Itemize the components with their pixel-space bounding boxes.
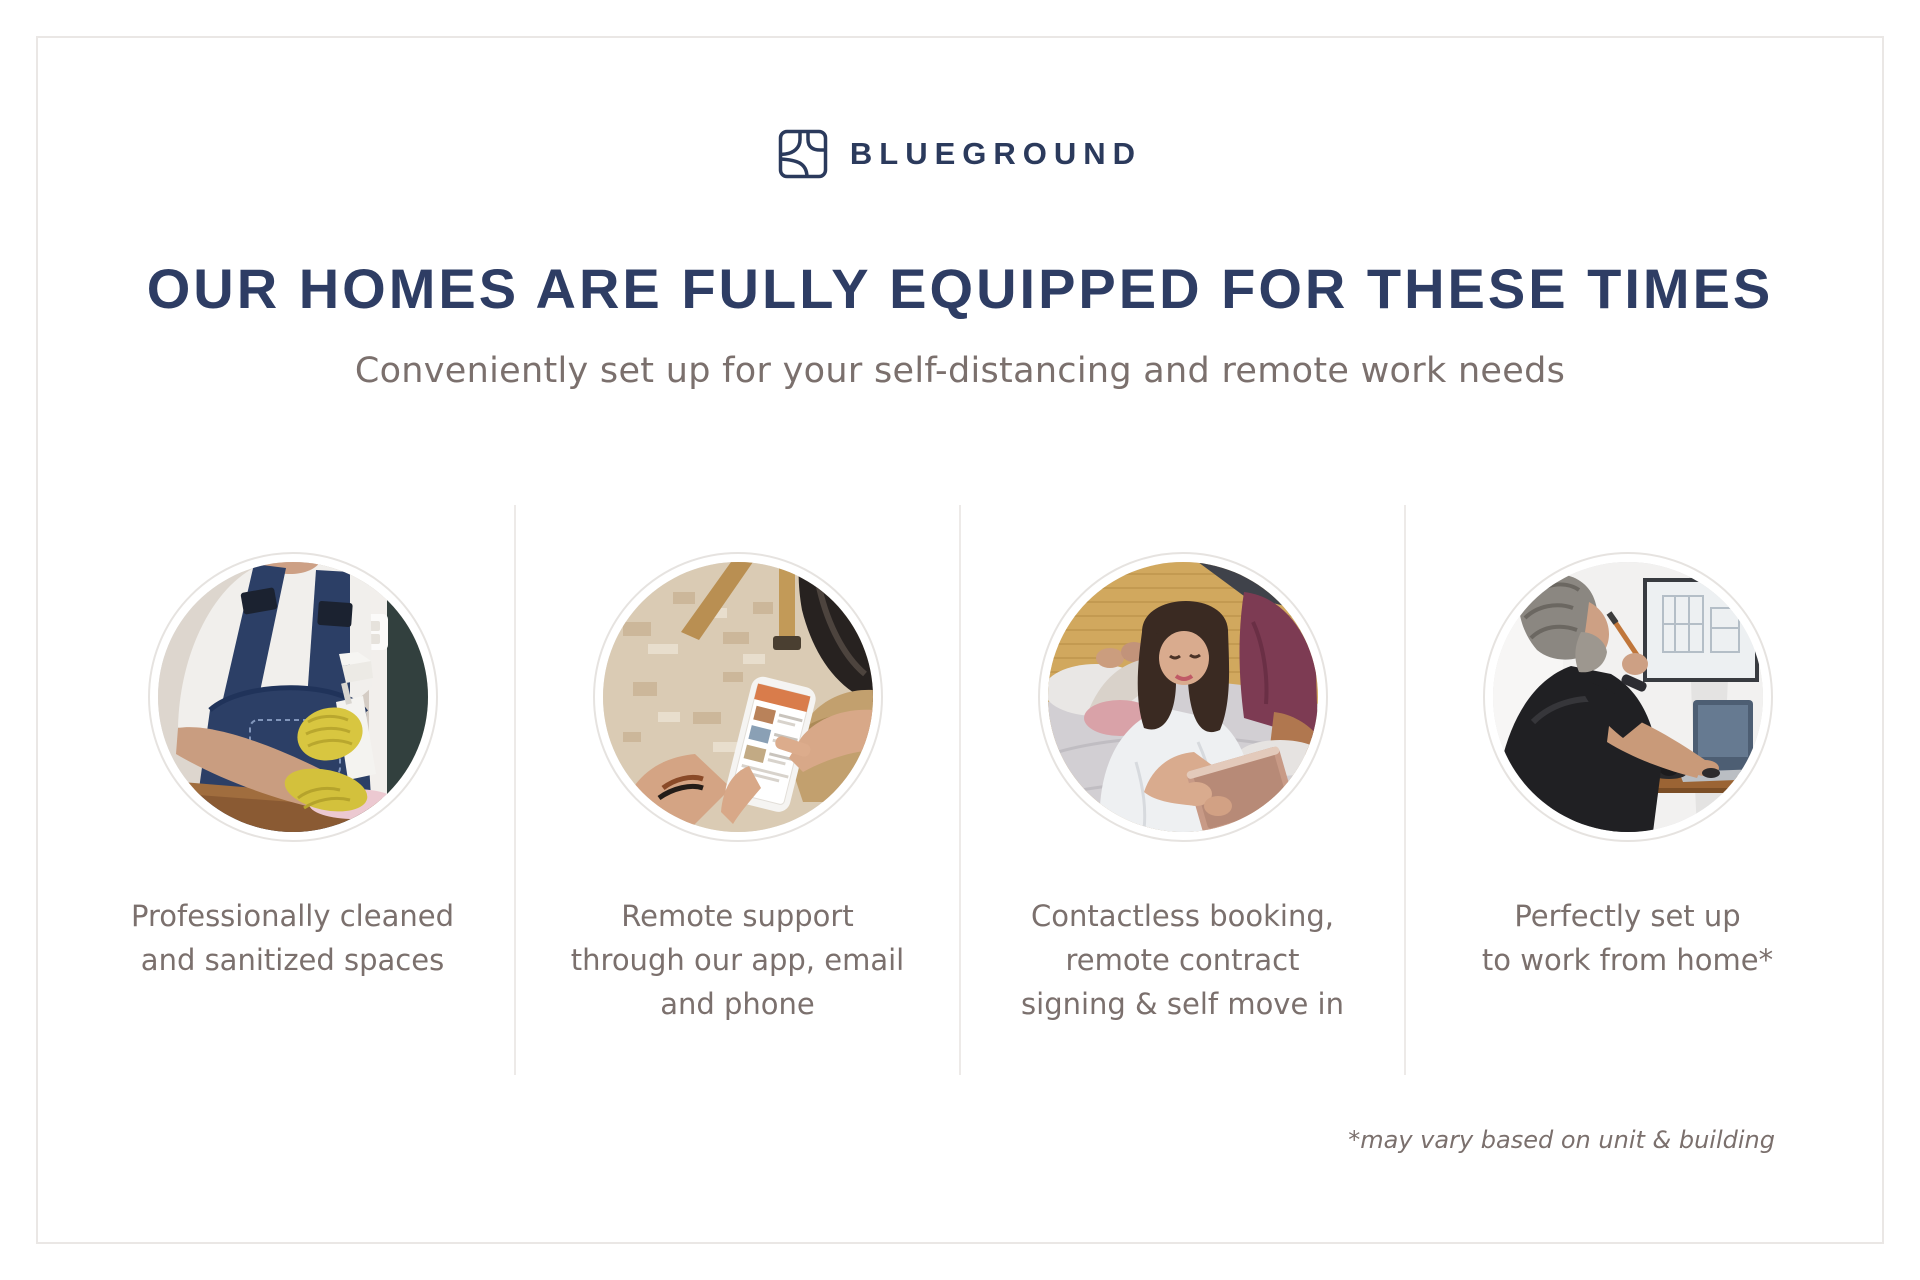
photo-contactless-booking [1048, 562, 1318, 832]
contactless-booking-illustration [1048, 562, 1318, 832]
caption-cleaning: Professionally cleaned and sanitized spaces [131, 899, 454, 977]
caption-remote-support: Remote support through our app, email and phone [570, 899, 905, 1021]
footnote: *may vary based on unit & building [1348, 1126, 1775, 1154]
remote-support-illustration [603, 562, 873, 832]
photo-cleaning [158, 562, 428, 832]
cleaning-illustration [158, 562, 428, 832]
page-subtitle: Conveniently set up for your self-distancing and remote work needs [354, 351, 1566, 391]
brand-wordmark: BLUEGROUND [849, 136, 1143, 171]
photo-ring [1483, 552, 1773, 842]
caption-contactless-booking: Contactless booking, remote contract signing & self move in [1021, 899, 1344, 1021]
blueground-logo-icon [778, 129, 828, 179]
feature-columns [71, 505, 1849, 1075]
photo-ring [1038, 552, 1328, 842]
feature-column-contactless-booking [959, 505, 1404, 1075]
feature-column-cleaning [71, 505, 514, 1075]
feature-column-remote-support [514, 505, 959, 1075]
page-title: OUR HOMES ARE FULLY EQUIPPED FOR THESE TIMES [146, 257, 1774, 320]
photo-work-from-home [1493, 562, 1763, 832]
logo [0, 129, 1920, 179]
photo-ring [593, 552, 883, 842]
photo-ring [148, 552, 438, 842]
photo-remote-support [603, 562, 873, 832]
feature-column-work-from-home [1404, 505, 1849, 1075]
caption-work-from-home: Perfectly set up to work from home* [1481, 899, 1774, 977]
work-from-home-illustration [1493, 562, 1763, 832]
